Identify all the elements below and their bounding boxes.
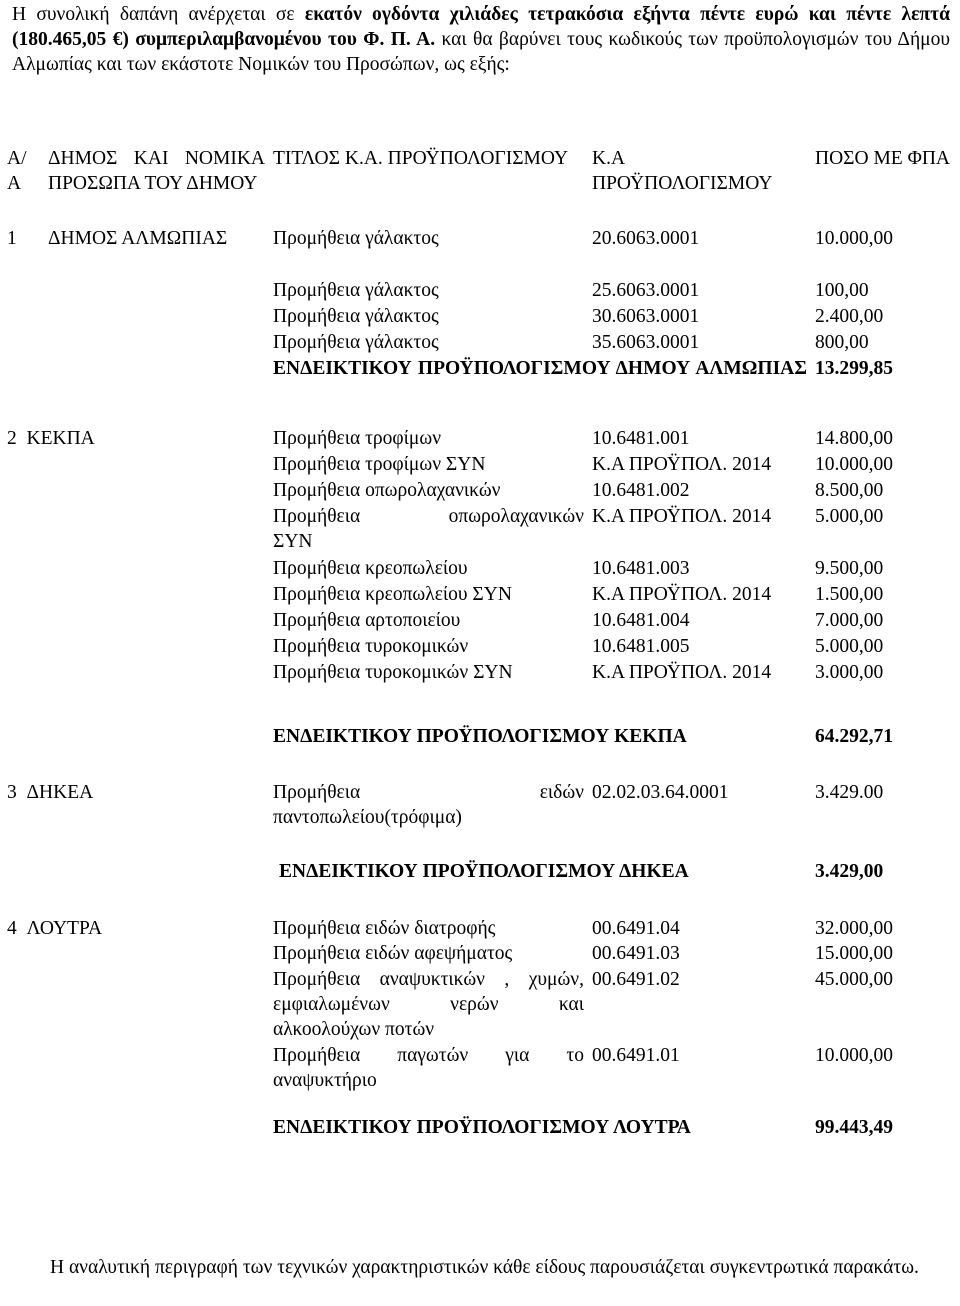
table-row — [3, 896, 956, 941]
row-amount: 1.500,00 — [815, 584, 884, 605]
table-row — [3, 634, 956, 660]
row-amount: 5.000,00 — [815, 636, 884, 657]
row-title: Προμήθεια ειδών παντοπωλείου(τρόφιμα) — [273, 782, 584, 828]
budget-table — [3, 146, 956, 1159]
group-aa: 1 — [7, 228, 17, 249]
intro-text-2: και θα βαρύνει τους κωδικούς των προϋπολογισμών του Δήμου Αλμωπίας και των εκάστοτε Νομικών του Προσώπων, ως εξής: — [12, 29, 951, 75]
table-row — [3, 226, 956, 278]
table-row — [3, 608, 956, 634]
row-code: 10.6481.001 — [592, 428, 690, 449]
row-amount: 32.000,00 — [815, 918, 893, 939]
row-code: 02.02.03.64.0001 — [592, 782, 729, 803]
row-title: Προμήθεια παγωτών για το αναψυκτήριο — [273, 1045, 584, 1091]
total-row — [3, 1095, 956, 1159]
row-title: Προμήθεια ειδών διατροφής — [273, 918, 496, 939]
table-row — [3, 304, 956, 330]
row-title: Προμήθεια γάλακτος — [273, 280, 439, 301]
header-amount: ΠΟΣΟ ΜΕ ΦΠΑ — [815, 148, 951, 169]
table-row — [3, 582, 956, 608]
row-amount: 10.000,00 — [815, 1045, 893, 1066]
row-amount: 10.000,00 — [815, 454, 893, 475]
total-amount: 64.292,71 — [815, 725, 893, 747]
header-aa: Α/ Α — [7, 148, 27, 194]
total-amount: 13.299,85 — [815, 358, 893, 379]
table-row — [3, 452, 956, 478]
row-code: Κ.Α ΠΡΟΫΠΟΛ. 2014 — [592, 506, 772, 527]
row-amount: 3.000,00 — [815, 662, 884, 683]
group-name: ΔΗΜΟΣ ΑΛΜΩΠΙΑΣ — [48, 228, 228, 249]
row-amount: 800,00 — [815, 332, 869, 353]
group-aa: 2 — [7, 428, 17, 449]
row-code: Κ.Α ΠΡΟΫΠΟΛ. 2014 — [592, 454, 772, 475]
row-code: 10.6481.004 — [592, 610, 690, 631]
total-amount: 99.443,49 — [815, 1116, 893, 1138]
row-title: Προμήθεια γάλακτος — [273, 332, 439, 353]
row-code: 00.6491.01 — [592, 1045, 680, 1066]
row-title: Προμήθεια οπωρολαχανικών ΣΥΝ — [273, 506, 584, 552]
row-amount: 15.000,00 — [815, 943, 893, 964]
row-amount: 45.000,00 — [815, 969, 893, 990]
total-label: ΕΝΔΕΙΚΤΙΚΟΥ ΠΡΟΫΠΟΛΟΓΙΣΜΟΥ ΔΗΚΕΑ — [279, 860, 689, 882]
table-row — [3, 504, 956, 556]
total-row — [3, 356, 956, 426]
row-code: 25.6063.0001 — [592, 280, 700, 301]
table-row — [3, 556, 956, 582]
row-amount: 2.400,00 — [815, 306, 884, 327]
row-code: Κ.Α ΠΡΟΫΠΟΛ. 2014 — [592, 662, 772, 683]
row-title: Προμήθεια τροφίμων — [273, 428, 442, 449]
row-amount: 7.000,00 — [815, 610, 884, 631]
group-name — [3, 896, 269, 941]
row-amount: 3.429.00 — [815, 782, 884, 803]
group-label: ΔΗΚΕΑ — [26, 782, 94, 803]
row-code: 10.6481.002 — [592, 480, 690, 501]
group-label: ΚΕΚΠΑ — [26, 428, 95, 449]
row-code: 10.6481.005 — [592, 636, 690, 657]
total-label: ΕΝΔΕΙΚΤΙΚΟΥ ΠΡΟΫΠΟΛΟΓΙΣΜΟΥ ΛΟΥΤΡΑ — [273, 1116, 691, 1138]
header-code: Κ.Α ΠΡΟΫΠΟΛΟΓΙΣΜΟΥ — [592, 148, 773, 194]
row-code: 35.6063.0001 — [592, 332, 700, 353]
intro-total-amount: εκατόν ογδόντα χιλιάδες τετρακόσια εξήντα πέντε ευρώ και πέντε λεπτά (180.465,05 €) συμπεριλαμβανομένου του Φ. Π. Α. — [12, 4, 950, 50]
row-title: Προμήθεια γάλακτος — [273, 306, 439, 327]
group-name — [3, 780, 269, 846]
group-aa: 4 — [7, 918, 17, 939]
intro-paragraph — [12, 2, 950, 77]
table-row — [3, 660, 956, 686]
group-aa: 3 — [7, 782, 17, 803]
row-title: Προμήθεια τυροκομικών ΣΥΝ — [273, 662, 513, 683]
intro-text-1: Η συνολική δαπάνη ανέρχεται σε — [12, 4, 305, 25]
row-code: Κ.Α ΠΡΟΫΠΟΛ. 2014 — [592, 584, 772, 605]
header-title: ΤΙΤΛΟΣ Κ.Α. ΠΡΟΫΠΟΛΟΓΙΣΜΟΥ — [273, 148, 569, 169]
row-amount: 14.800,00 — [815, 428, 893, 449]
total-amount: 3.429,00 — [815, 860, 884, 882]
row-title: Προμήθεια τροφίμων ΣΥΝ — [273, 454, 486, 475]
table-row — [3, 780, 956, 846]
table-row — [3, 426, 956, 452]
header-entity: ΔΗΜΟΣ ΚΑΙ ΝΟΜΙΚΑ ΠΡΟΣΩΠΑ ΤΟΥ ΔΗΜΟΥ — [48, 148, 265, 194]
row-title: Προμήθεια αρτοποιείου — [273, 610, 461, 631]
row-title: Προμήθεια τυροκομικών — [273, 636, 469, 657]
table-header-row — [3, 146, 956, 226]
row-amount: 100,00 — [815, 280, 869, 301]
row-amount: 5.000,00 — [815, 506, 884, 527]
row-amount: 9.500,00 — [815, 558, 884, 579]
closing-paragraph: Η αναλυτική περιγραφή των τεχνικών χαρακτηριστικών κάθε είδους παρουσιάζεται συγκεντρωτικά παρακάτω. — [50, 1257, 919, 1278]
row-title: Προμήθεια οπωρολαχανικών — [273, 480, 501, 501]
row-code: 00.6491.04 — [592, 918, 680, 939]
group-label: ΛΟΥΤΡΑ — [26, 918, 103, 939]
row-amount: 8.500,00 — [815, 480, 884, 501]
row-amount: 10.000,00 — [815, 228, 893, 249]
row-title: Προμήθεια γάλακτος — [273, 228, 439, 249]
total-label: ΕΝΔΕΙΚΤΙΚΟΥ ΠΡΟΫΠΟΛΟΓΙΣΜΟΥ ΚΕΚΠΑ — [273, 725, 687, 747]
row-title: Προμήθεια κρεοπωλείου ΣΥΝ — [273, 584, 512, 605]
row-code: 10.6481.003 — [592, 558, 690, 579]
table-row — [3, 478, 956, 504]
total-row — [3, 686, 956, 780]
row-code: 30.6063.0001 — [592, 306, 700, 327]
table-row — [3, 1043, 956, 1095]
total-row — [3, 846, 956, 896]
row-title: Προμήθεια ειδών αφεψήματος — [273, 943, 513, 964]
row-title: Προμήθεια αναψυκτικών , χυμών, εμφιαλωμένων νερών και αλκοολούχων ποτών — [273, 969, 584, 1040]
total-label: ΕΝΔΕΙΚΤΙΚΟΥ ΠΡΟΫΠΟΛΟΓΙΣΜΟΥ ΔΗΜΟΥ ΑΛΜΩΠΙΑΣ — [273, 358, 807, 379]
group-name — [3, 426, 269, 452]
table-row — [3, 278, 956, 304]
row-code: 00.6491.02 — [592, 969, 680, 990]
row-title: Προμήθεια κρεοπωλείου — [273, 558, 468, 579]
table-row — [3, 967, 956, 1043]
table-row — [3, 330, 956, 356]
row-code: 20.6063.0001 — [592, 228, 700, 249]
table-row — [3, 941, 956, 967]
row-code: 00.6491.03 — [592, 943, 680, 964]
